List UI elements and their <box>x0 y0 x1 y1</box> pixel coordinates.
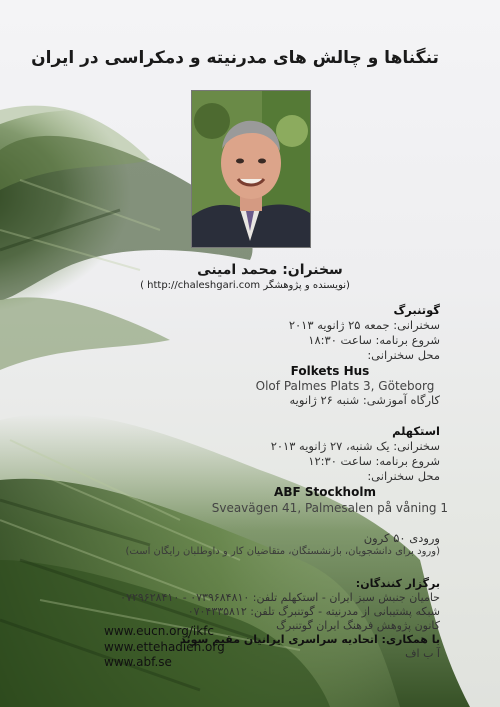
goteborg-venue-name: Folkets Hus <box>290 364 370 378</box>
goteborg-place-label: محل سخنرانی: <box>367 348 440 362</box>
stockholm-venue-name: ABF Stockholm <box>274 485 376 499</box>
organizer-line-2: شبکه پشتیبانی از مدرنیته - گوتنبرگ تلفن: ۰۷۰۴۳۳۵۸۱۲ <box>187 605 440 618</box>
stockholm-talk-date: سخنرانی: یک شنبه، ۲۷ ژانویه ۲۰۱۳ <box>270 439 440 453</box>
entry-section <box>140 531 440 546</box>
url-abf-link[interactable]: www.abf.se <box>104 655 172 669</box>
url-eucn-link[interactable]: www.eucn.org/ikfc <box>104 624 214 638</box>
poster-title: تنگناها و چالش های مدرنیته و دمکراسی در ایران <box>31 48 439 68</box>
speaker-name: سخنران: محمد امینی <box>197 262 343 278</box>
organizer-line-5: آ ب اف <box>405 647 440 660</box>
goteborg-start-time: شروع برنامه: ساعت ۱۸:۳۰ <box>308 333 440 347</box>
speaker-photo <box>191 90 311 248</box>
goteborg-workshop: کارگاه آموزشی: شنبه ۲۶ ژانویه <box>289 393 440 407</box>
organizer-line-1: حامیان جنبش سبز ایران - استکهلم تلفن: ۰۷۳۹۶۸۴۸۱۰ - ۰۷۲۹۶۲۸۴۱۰ <box>120 591 440 604</box>
entry-price: ورودی ۵۰ کرون <box>363 531 440 545</box>
goteborg-talk-date: سخنرانی: جمعه ۲۵ ژانویه ۲۰۱۳ <box>288 318 440 332</box>
stockholm-section <box>140 424 440 484</box>
goteborg-heading: گوتنبرگ <box>393 303 440 317</box>
organizers-heading: برگزار کنندگان: <box>355 577 440 590</box>
goteborg-venue-address: Olof Palmes Plats 3, Göteborg <box>255 379 435 393</box>
organizer-line-4: با همکاری: اتحادیه سراسری ایرانیان مقیم سوئد <box>180 633 440 646</box>
entry-free-note: (ورود برای دانشجویان، بازنشستگان، متقاضیان کار و داوطلبان رایگان است) <box>125 546 440 557</box>
stockholm-start-time: شروع برنامه: ساعت ۱۲:۳۰ <box>308 454 440 468</box>
stockholm-venue-address: Sveavägen 41, Palmesalen på våning 1 <box>211 501 448 515</box>
goteborg-section <box>140 303 440 363</box>
speaker-subtitle: (نویسنده و پژوهشگر http://chaleshgari.com ) <box>140 280 350 291</box>
stockholm-place-label: محل سخنرانی: <box>367 469 440 483</box>
organizer-line-3: کانون پژوهش فرهنگ ایران گوتنبرگ <box>276 619 440 632</box>
url-ettehadieh-link[interactable]: www.ettehadieh.org <box>104 640 225 654</box>
stockholm-heading: استکهلم <box>392 424 440 438</box>
